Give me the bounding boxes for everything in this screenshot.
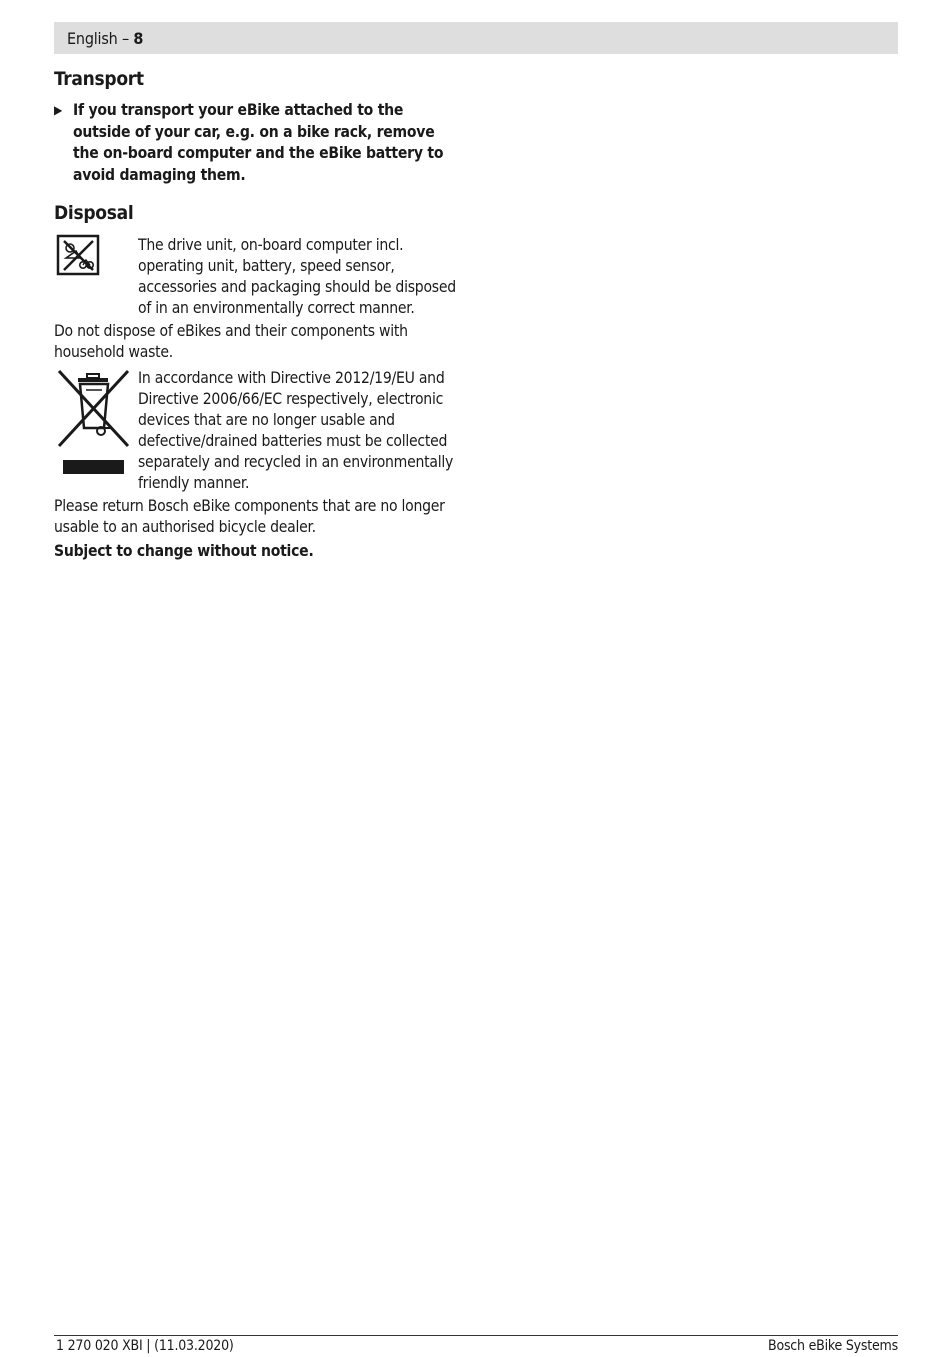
header-label	[67, 29, 143, 48]
change-notice: Subject to change without notice.	[54, 542, 314, 560]
footer-divider	[54, 1335, 898, 1336]
disposal-paragraph-3: In accordance with Directive 2012/19/EU and Directive 2006/66/EC respectively, electronic devices that are no longer usable and defective/drained batteries must be collected separately and recycled in an environmentally friendly manner.	[138, 369, 454, 492]
header-language: English	[67, 29, 118, 48]
disposal-paragraph-1: The drive unit, on-board computer incl. operating unit, battery, speed sensor, accessories and packaging should be disposed of in an environmentally correct manner.	[138, 236, 456, 317]
page-number: 8	[133, 29, 144, 48]
disposal-paragraph-4: Please return Bosch eBike components that are no longer usable to an authorised bicycle dealer.	[54, 497, 445, 536]
transport-instruction-text: If you transport your eBike attached to the outside of your car, e.g. on a bike rack, remove the on-board computer and the eBike battery to avoid damaging them.	[73, 101, 444, 184]
disposal-paragraph-2: Do not dispose of eBikes and their components with household waste.	[54, 322, 408, 361]
page-header	[54, 22, 898, 54]
footer-brand: Bosch eBike Systems	[768, 1338, 898, 1354]
crossed-out-wheelie-bin-icon	[56, 368, 132, 476]
disposal-heading: Disposal	[54, 202, 134, 224]
transport-heading: Transport	[54, 68, 144, 90]
bullet-arrow-icon: ▶	[54, 103, 63, 117]
header-separator: –	[121, 29, 129, 48]
footer-doc-ref: 1 270 020 XBI | (11.03.2020)	[56, 1338, 234, 1354]
transport-instruction	[54, 100, 454, 186]
recycle-packaging-icon	[56, 234, 100, 276]
